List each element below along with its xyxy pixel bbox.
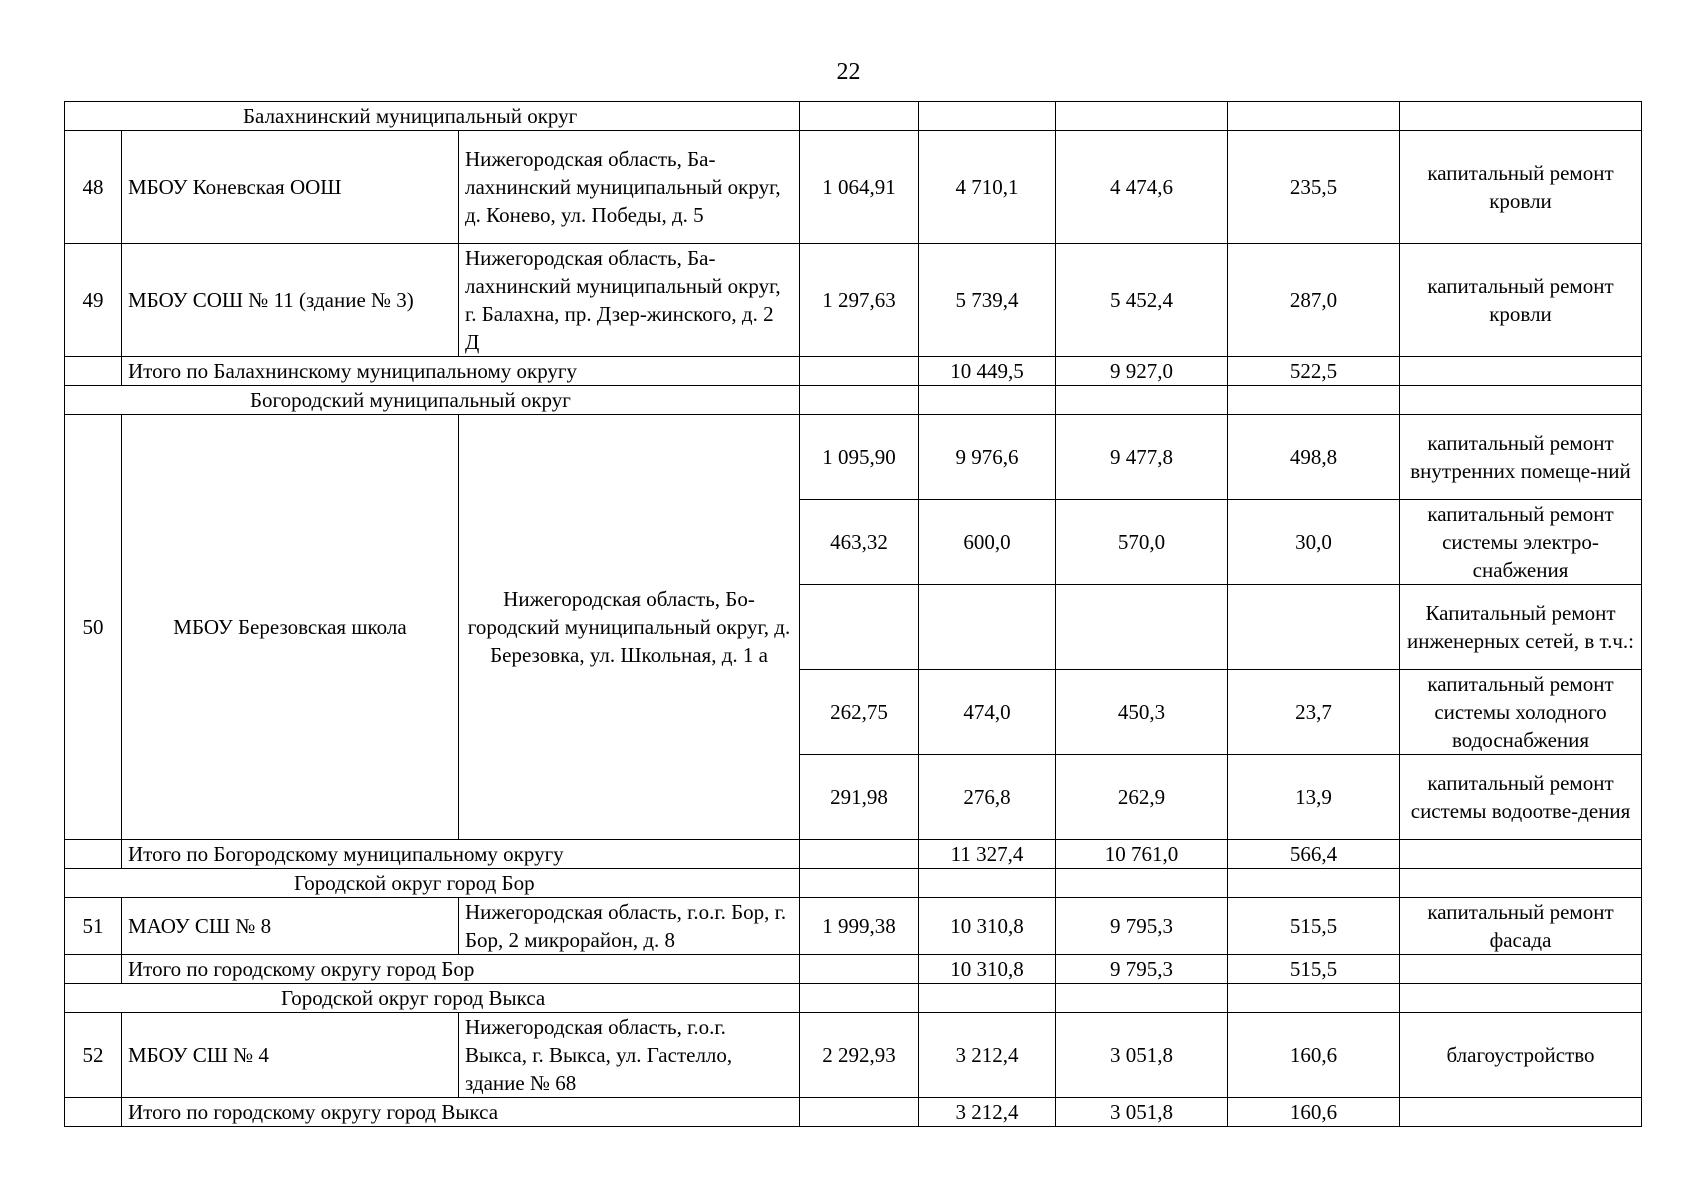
local-funds: 23,7 (1228, 670, 1400, 755)
total-row (65, 955, 1642, 984)
area-value: 1 064,91 (800, 131, 919, 244)
work-type: капитальный ремонт фасада (1400, 898, 1642, 955)
section-header-row (65, 984, 1642, 1013)
local-funds: 566,4 (1228, 840, 1400, 869)
total-label: Итого по Балахнинскому муниципальному округу (122, 357, 800, 386)
local-funds: 13,9 (1228, 755, 1400, 840)
row-number: 48 (65, 131, 122, 244)
section-header-row (65, 102, 1642, 131)
work-type: Капитальный ремонт инженерных сетей, в т.ч.: (1400, 585, 1642, 670)
section-header: Городской округ город Бор (65, 869, 800, 898)
area-value (800, 585, 919, 670)
school-address: Нижегородская область, Ба-лахнинский муниципальный округ, д. Конево, ул. Победы, д. 5 (459, 131, 800, 244)
school-name: МАОУ СШ № 8 (122, 898, 459, 955)
school-address: Нижегородская область, Бо-городский муниципальный округ, д. Березовка, ул. Школьная, д. 1 а (459, 415, 800, 840)
total-cost: 3 212,4 (919, 1013, 1056, 1098)
local-funds (1228, 585, 1400, 670)
school-name: МБОУ Коневская ООШ (122, 131, 459, 244)
table-row (65, 131, 1642, 244)
section-header: Балахнинский муниципальный округ (65, 102, 800, 131)
section-header: Городской округ город Выкса (65, 984, 800, 1013)
work-type: благоустройство (1400, 1013, 1642, 1098)
row-number: 52 (65, 1013, 122, 1098)
regional-funds: 10 761,0 (1056, 840, 1228, 869)
regional-funds (1056, 585, 1228, 670)
total-cost: 10 310,8 (919, 955, 1056, 984)
work-type: капитальный ремонт системы электро-снабжения (1400, 500, 1642, 585)
local-funds: 515,5 (1228, 898, 1400, 955)
area-value: 1 095,90 (800, 415, 919, 500)
total-cost: 276,8 (919, 755, 1056, 840)
total-cost: 10 449,5 (919, 357, 1056, 386)
total-cost: 4 710,1 (919, 131, 1056, 244)
work-type: капитальный ремонт кровли (1400, 244, 1642, 357)
regional-funds: 9 795,3 (1056, 955, 1228, 984)
page-number: 22 (836, 59, 861, 85)
local-funds: 235,5 (1228, 131, 1400, 244)
local-funds: 30,0 (1228, 500, 1400, 585)
total-row (65, 1098, 1642, 1127)
regional-funds: 5 452,4 (1056, 244, 1228, 357)
total-label: Итого по городскому округу город Бор (122, 955, 800, 984)
objects-table (64, 101, 1642, 1127)
table-row (65, 415, 1642, 500)
table-row (65, 898, 1642, 955)
school-name: МБОУ СШ № 4 (122, 1013, 459, 1098)
regional-funds: 262,9 (1056, 755, 1228, 840)
regional-funds: 570,0 (1056, 500, 1228, 585)
regional-funds: 450,3 (1056, 670, 1228, 755)
school-name: МБОУ Березовская школа (122, 415, 459, 840)
total-cost: 5 739,4 (919, 244, 1056, 357)
section-header: Богородский муниципальный округ (65, 386, 800, 415)
table-row (65, 1013, 1642, 1098)
local-funds: 160,6 (1228, 1098, 1400, 1127)
regional-funds: 9 927,0 (1056, 357, 1228, 386)
total-cost (919, 585, 1056, 670)
total-cost: 600,0 (919, 500, 1056, 585)
area-value: 463,32 (800, 500, 919, 585)
row-number: 50 (65, 415, 122, 840)
local-funds: 160,6 (1228, 1013, 1400, 1098)
local-funds: 515,5 (1228, 955, 1400, 984)
local-funds: 522,5 (1228, 357, 1400, 386)
total-cost: 3 212,4 (919, 1098, 1056, 1127)
total-cost: 10 310,8 (919, 898, 1056, 955)
school-address: Нижегородская область, Ба-лахнинский муниципальный округ, г. Балахна, пр. Дзер-жинского, д. 2 Д (459, 244, 800, 357)
work-type: капитальный ремонт кровли (1400, 131, 1642, 244)
regional-funds: 4 474,6 (1056, 131, 1228, 244)
total-label: Итого по городскому округу город Выкса (122, 1098, 800, 1127)
work-type: капитальный ремонт системы холодного водоснабжения (1400, 670, 1642, 755)
row-number: 51 (65, 898, 122, 955)
area-value: 2 292,93 (800, 1013, 919, 1098)
total-cost: 9 976,6 (919, 415, 1056, 500)
total-cost: 11 327,4 (919, 840, 1056, 869)
work-type: капитальный ремонт внутренних помеще-ний (1400, 415, 1642, 500)
area-value: 291,98 (800, 755, 919, 840)
total-row (65, 840, 1642, 869)
total-label: Итого по Богородскому муниципальному округу (122, 840, 800, 869)
local-funds: 287,0 (1228, 244, 1400, 357)
section-header-row (65, 869, 1642, 898)
area-value: 262,75 (800, 670, 919, 755)
school-address: Нижегородская область, г.о.г. Бор, г. Бор, 2 микрорайон, д. 8 (459, 898, 800, 955)
work-type: капитальный ремонт системы водоотве-дения (1400, 755, 1642, 840)
table-row (65, 244, 1642, 357)
row-number: 49 (65, 244, 122, 357)
regional-funds: 3 051,8 (1056, 1013, 1228, 1098)
area-value: 1 297,63 (800, 244, 919, 357)
section-header-row (65, 386, 1642, 415)
school-address: Нижегородская область, г.о.г. Выкса, г. Выкса, ул. Гастелло, здание № 68 (459, 1013, 800, 1098)
local-funds: 498,8 (1228, 415, 1400, 500)
area-value: 1 999,38 (800, 898, 919, 955)
regional-funds: 9 795,3 (1056, 898, 1228, 955)
regional-funds: 3 051,8 (1056, 1098, 1228, 1127)
total-row (65, 357, 1642, 386)
total-cost: 474,0 (919, 670, 1056, 755)
regional-funds: 9 477,8 (1056, 415, 1228, 500)
school-name: МБОУ СОШ № 11 (здание № 3) (122, 244, 459, 357)
